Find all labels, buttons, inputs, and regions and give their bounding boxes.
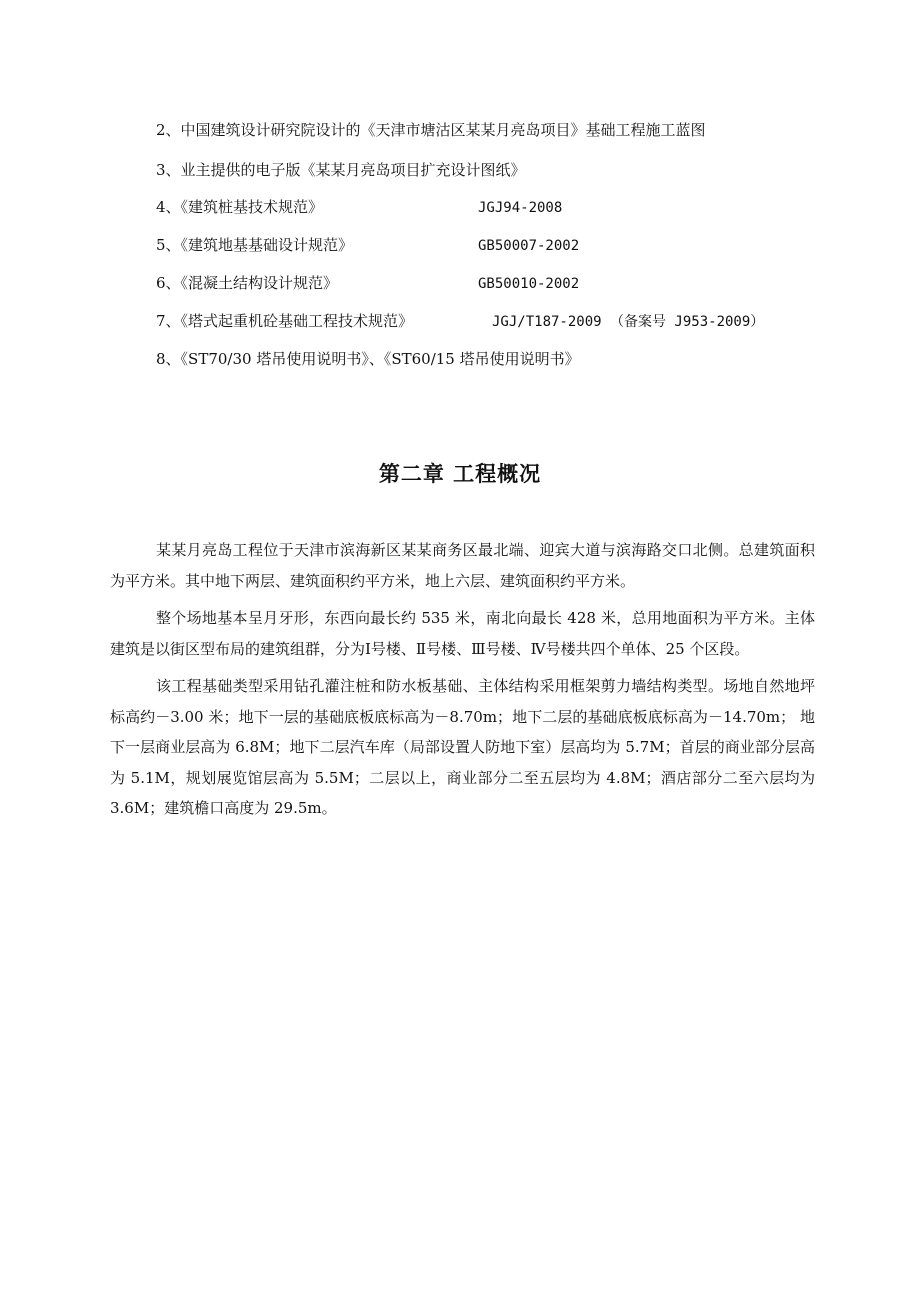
reference-code: GB50007-2002 — [478, 238, 580, 254]
chapter-title: 第二章 工程概况 — [378, 462, 542, 486]
reference-item-3: 3、业主提供的电子版《某某月亮岛项目扩充设计图纸》 — [156, 161, 526, 179]
reference-item-6 — [110, 265, 815, 303]
reference-item-8: 8、《ST70/30 塔吊使用说明书》、《ST60/15 塔吊使用说明书》 — [156, 350, 580, 368]
reference-code: JGJ/T187-2009 （备案号 J953-2009） — [492, 314, 765, 330]
reference-item-2: 2、中国建筑设计研究院设计的《天津市塘沽区某某月亮岛项目》基础工程施工蓝图 — [156, 121, 706, 139]
reference-name: 5、《建筑地基基础设计规范》 — [156, 236, 354, 254]
reference-code: GB50010-2002 — [478, 276, 580, 292]
reference-item-4 — [110, 189, 815, 227]
paragraph-site: 整个场地基本呈月牙形，东西向最长约 535 米，南北向最长 428 米，总用地面积为平方米。主体建筑是以街区型布局的建筑组群，分为Ⅰ号楼、Ⅱ号楼、Ⅲ号楼、Ⅳ号楼共四个单体、25 个区段。 — [110, 609, 815, 658]
reference-name: 6、《混凝土结构设计规范》 — [156, 274, 339, 292]
reference-list — [110, 115, 815, 378]
reference-name: 7、《塔式起重机砼基础工程技术规范》 — [156, 312, 414, 330]
reference-code: JGJ94-2008 — [478, 200, 563, 216]
paragraph-structure: 该工程基础类型采用钻孔灌注桩和防水板基础、主体结构采用框架剪力墙结构类型。场地自然地坪标高约－3.00 米；地下一层的基础底板底标高为－8.70m；地下二层的基础底板底标高为－14.70m； 地下一层商业层高为 6.8M；地下二层汽车库（局部设置人防地下室）层高均为 5.7M；首层的商业部分层高为 5.1M，规划展览馆层高为 5.5M；二层以上，商业部分二至五层均为 4.8M；酒店部分二至六层均为 3.6M；建筑檐口高度为 29.5m。 — [110, 677, 815, 817]
reference-item-5 — [110, 227, 815, 265]
chapter-body — [110, 535, 815, 831]
paragraph-location: 某某月亮岛工程位于天津市滨海新区某某商务区最北端、迎宾大道与滨海路交口北侧。总建筑面积为平方米。其中地下两层、建筑面积约平方米，地上六层、建筑面积约平方米。 — [110, 541, 815, 590]
reference-item-7 — [110, 303, 815, 341]
reference-name: 4、《建筑桩基技术规范》 — [156, 198, 324, 216]
